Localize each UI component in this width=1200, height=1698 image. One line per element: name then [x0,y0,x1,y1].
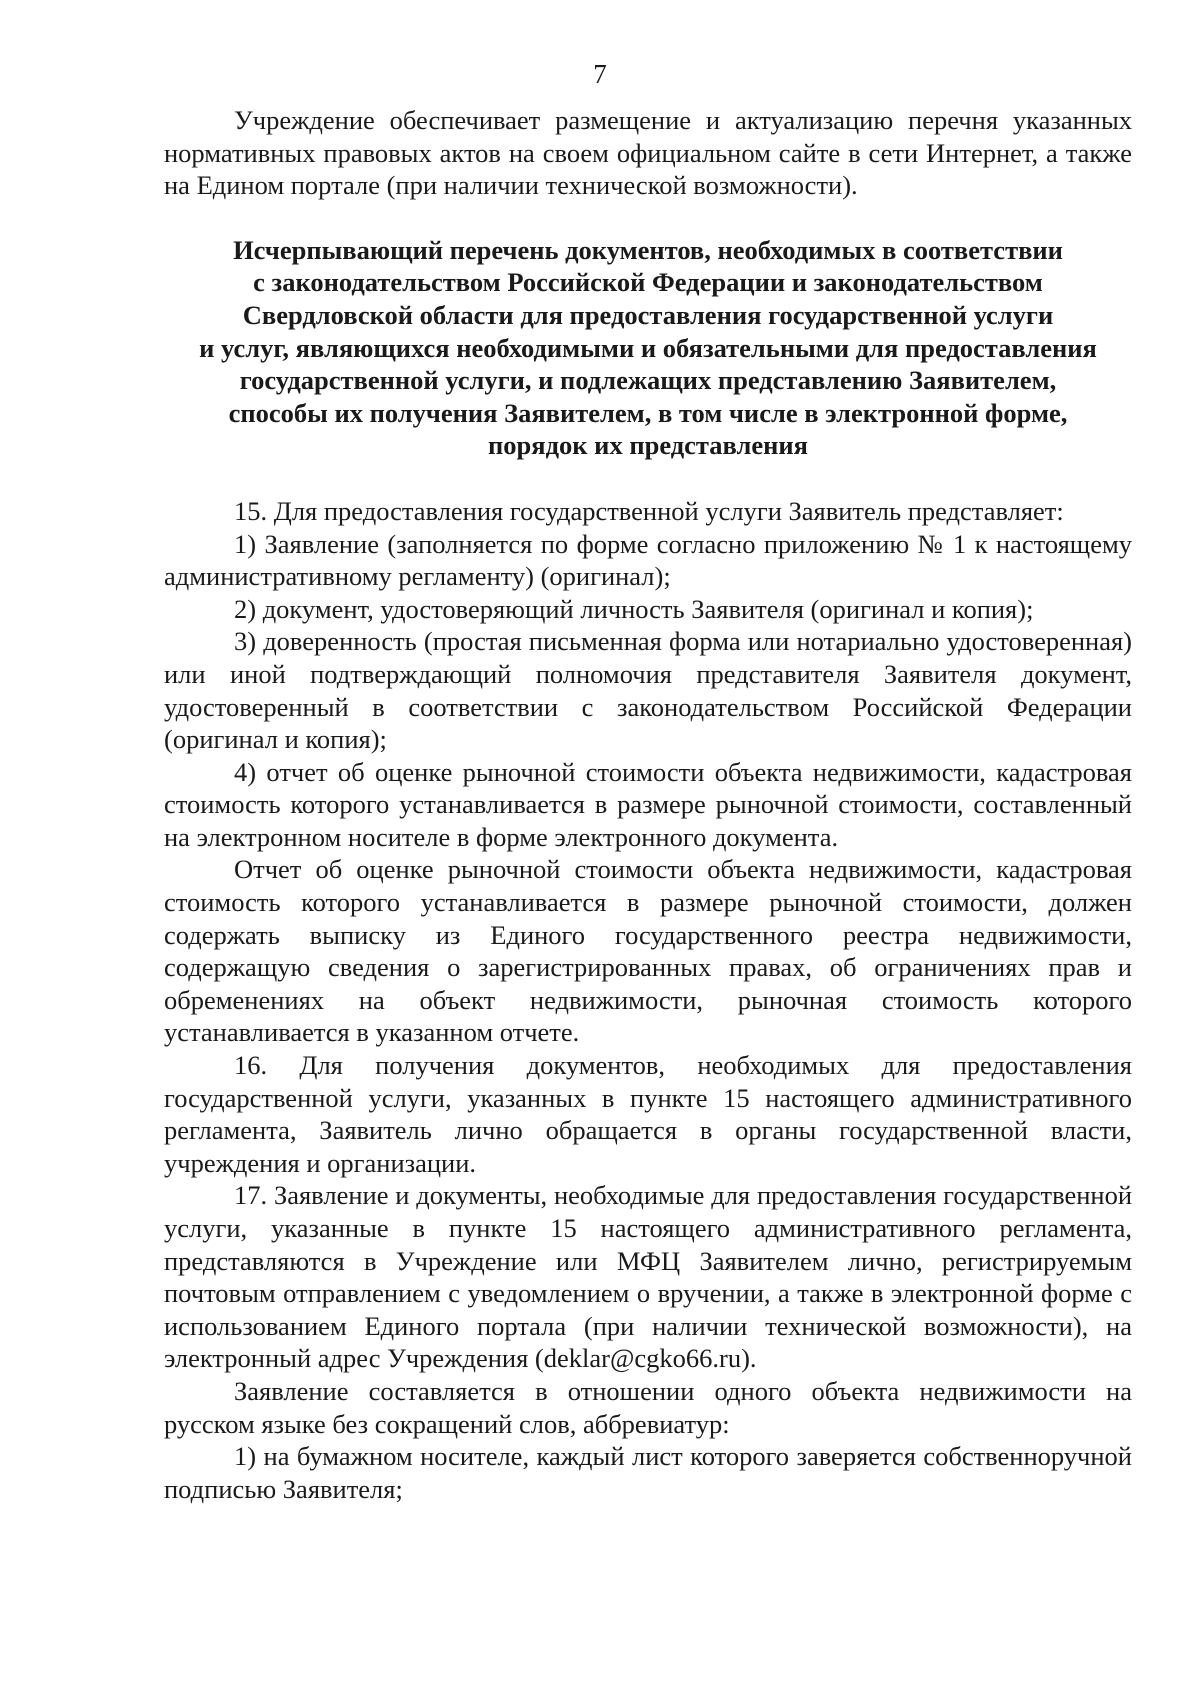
intro-paragraph: Учреждение обеспечивает размещение и актуализацию перечня указанных нормативных правовых актов на своем официальном сайте в сети Интернет, а также на Едином портале (при наличии технической возможности). [164,105,1132,201]
list-item-power-of-attorney: 3) доверенность (простая письменная форма или нотариально удостоверенная) или иной подтверждающий полномочия представителя Заявителя документ, удостоверенный в соответствии с законодательством Российской Федерации (оригинал и копия); [164,626,1132,755]
heading-line: Исчерпывающий перечень документов, необходимых в соответствии [233,234,1063,265]
heading-line: государственной услуги, и подлежащих представлению Заявителем, [239,365,1057,396]
list-item-paper-medium: 1) на бумажном носителе, каждый лист которого заверяется собственноручной подписью Заявителя; [164,1441,1132,1504]
paragraph-item-17: 17. Заявление и документы, необходимые для предоставления государственной услуги, указанные в пункте 15 настоящего административного регламента, представляются в Учреждение или МФЦ Заявителем лично, регистрируемым почтовым отправлением с уведомлением о вручении, а также в электронной форме с использованием Единого портала (при наличии технической возможности), на электронный адрес Учреждения (deklar@cgko66.ru). [164,1180,1132,1374]
valuation-report-paragraph: Отчет об оценке рыночной стоимости объекта недвижимости, кадастровая стоимость которого устанавливается в размере рыночной стоимости, должен содержать выписку из Единого государственного реестра недвижимости, содержащую сведения о зарегистрированных правах, об ограничениях прав и обременениях на объект недвижимости, рыночная стоимость которого устанавливается в указанном отчете. [164,854,1132,1048]
list-item-valuation-report: 4) отчет об оценке рыночной стоимости объекта недвижимости, кадастровая стоимость которого устанавливается в размере рыночной стоимости, составленный на электронном носителе в форме электронного документа. [164,756,1132,852]
document-body [164,104,1132,1505]
heading-line: и услуг, являющихся необходимыми и обязательными для предоставления [199,332,1097,363]
heading-line: Свердловской области для предоставления государственной услуги [242,299,1054,330]
heading-line: с законодательством Российской Федерации и законодательством [253,267,1043,298]
paragraph-item-16: 16. Для получения документов, необходимых для предоставления государственной услуги, указанных в пункте 15 настоящего административного регламента, Заявитель лично обращается в органы государственной власти, учреждения и организации. [164,1050,1132,1178]
heading-line: способы их получения Заявителем, в том числе в электронной форме, [228,397,1068,428]
list-item-identity-document: 2) документ, удостоверяющий личность Заявителя (оригинал и копия); [234,593,1034,624]
paragraph-item-15: 15. Для предоставления государственной услуги Заявитель представляет: [234,495,1064,526]
application-language-paragraph: Заявление составляется в отношении одного объекта недвижимости на русском языке без сокращений слов, аббревиатур: [164,1375,1132,1439]
page-number: 7 [593,59,607,89]
section-heading [164,234,1132,462]
list-item-application: 1) Заявление (заполняется по форме согласно приложению № 1 к настоящему административному регламенту) (оригинал); [164,528,1132,592]
heading-line: порядок их представления [488,430,808,461]
